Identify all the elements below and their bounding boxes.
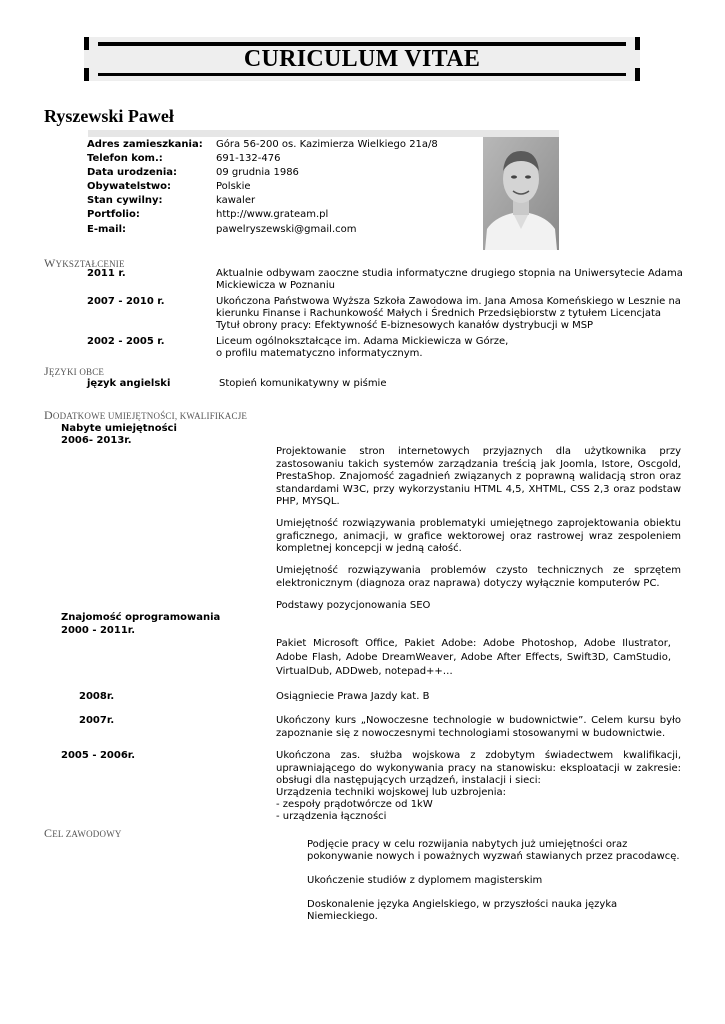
profile-photo <box>483 137 559 250</box>
skill-paragraph-web: Projektowanie stron internetowych przyjaznych dla użytkownika przy zastosowaniu takich systemów zarządzania treścią jak Joomla, Istore, Oscgold, PrestaShop. Znajomość zagadnień związanych z poprawną walidacją stron oraz standardami W3C, przy wykorzystaniu HTML 4,5, XHTML, CSS 2,3 oraz podstaw PHP, MYSQL. <box>276 446 681 507</box>
portfolio-value[interactable]: http://www.grateam.pl <box>216 209 329 220</box>
email-label: E-mail: <box>87 224 127 235</box>
career-goal-heading: CEL ZAWODOWY <box>44 826 122 840</box>
phone-value: 691-132-476 <box>216 153 281 164</box>
year-2008-date: 2008r. <box>79 691 115 702</box>
software-dates: 2000 - 2011r. <box>61 625 136 636</box>
address-value: Góra 56-200 os. Kazimierza Wielkiego 21a/8 <box>216 139 438 150</box>
year-2005-line3: - urządzenia łączności <box>276 811 387 822</box>
year-2005-date: 2005 - 2006r. <box>61 750 136 761</box>
software-list: Pakiet Microsoft Office, Pakiet Adobe: Adobe Photoshop, Adobe Ilustrator, Adobe Flash, Adobe DreamWeaver, Adobe After Effects, Swift3D, CamStudio, VirtualDub, ADDweb, notepad++… <box>276 638 671 677</box>
acquired-skills-label: Nabyte umiejętności <box>61 423 177 434</box>
edu-date-2002: 2002 - 2005 r. <box>87 336 165 347</box>
divider-bar <box>88 130 559 137</box>
skill-paragraph-hardware: Umiejętność rozwiązywania problemów czysto technicznych ze sprzętem elektronicznym (diagnoza oraz naprawa) dotyczy wyłącznie komputerów PC. <box>276 565 681 589</box>
birthdate-value: 09 grudnia 1986 <box>216 167 299 178</box>
year-2005-text: Ukończona zas. służba wojskowa z zdobytym świadectwem kwalifikacji, uprawniającego do wykonywania pracy na stanowisku: eksploatacji w zakresie: obsługi dla następujących urządzeń, instalacji i sieci: <box>276 750 681 786</box>
goal-p3-l2: Niemieckiego. <box>307 911 378 922</box>
edu-text-2007-l2: kierunku Finanse i Rachunkowość Małych i Średnich Przedsiębiorstw z tytułem Licencjata <box>216 308 662 319</box>
year-2005-line1: Urządzenia techniki wojskowej lub uzbrojenia: <box>276 787 507 798</box>
year-2007-text: Ukończony kurs „Nowoczesne technologie w budownictwie”. Celem kursu było zapoznanie się z nowoczesnymi technologiami stosowanymi w budownictwie. <box>276 715 681 739</box>
edu-date-2011: 2011 r. <box>87 268 126 279</box>
edu-text-2007-l3: Tytuł obrony pracy: Efektywność E-biznesowych kanałów dystrybucji w MSP <box>216 320 594 331</box>
citizenship-value: Polskie <box>216 181 251 192</box>
goal-p2: Ukończenie studiów z dyplomem magisterskim <box>307 875 543 886</box>
phone-label: Telefon kom.: <box>87 153 163 164</box>
address-label: Adres zamieszkania: <box>87 139 203 150</box>
software-label: Znajomość oprogramowania <box>61 612 221 623</box>
language-name: język angielski <box>87 378 171 389</box>
languages-heading: JĘZYKI OBCE <box>44 364 105 378</box>
edu-text-2002-l1: Liceum ogólnokształcące im. Adama Mickiewicza w Górze, <box>216 336 509 347</box>
title-banner <box>84 37 640 81</box>
goal-p1-l2: pokonywanie nowych i poważnych wyzwań stawianych przez pracodawcę. <box>307 851 680 862</box>
language-level: Stopień komunikatywny w piśmie <box>219 378 387 389</box>
skills-heading: DODATKOWE UMIEJĘTNOŚCI, KWALIFIKACJE <box>44 408 248 422</box>
portrait-image <box>483 137 559 250</box>
document-title: CURICULUM VITAE <box>243 46 481 72</box>
edu-text-2002-l2: o profilu matematyczno informatycznym. <box>216 348 423 359</box>
citizenship-label: Obywatelstwo: <box>87 181 171 192</box>
goal-p1-l1: Podjęcie pracy w celu rozwijania nabytych już umiejętności oraz <box>307 839 628 850</box>
goal-p3-l1: Doskonalenie języka Angielskiego, w przyszłości nauka języka <box>307 899 618 910</box>
year-2008-text: Osiągniecie Prawa Jazdy kat. B <box>276 691 430 702</box>
marital-status-value: kawaler <box>216 195 256 206</box>
person-name: Ryszewski Paweł <box>44 106 174 126</box>
birthdate-label: Data urodzenia: <box>87 167 178 178</box>
email-value[interactable]: pawelryszewski@gmail.com <box>216 224 357 235</box>
edu-text-2007-l1: Ukończona Państwowa Wyższa Szkoła Zawodowa im. Jana Amosa Komeńskiego w Lesznie na <box>216 296 681 307</box>
edu-date-2007: 2007 - 2010 r. <box>87 296 165 307</box>
edu-text-2011-l1: Aktualnie odbywam zaoczne studia informatyczne drugiego stopnia na Uniwersytecie Adama <box>216 268 683 279</box>
marital-status-label: Stan cywilny: <box>87 195 163 206</box>
edu-text-2011-l2: Mickiewicza w Poznaniu <box>216 280 335 291</box>
acquired-skills-dates: 2006- 2013r. <box>61 435 132 446</box>
skill-paragraph-graphics: Umiejętność rozwiązywania problematyki umiejętnego zaprojektowania obiektu graficznego, animacji, w grafice wektorowej oraz rastrowej wraz zespoleniem kompletnej koncepcji w jedną całość. <box>276 518 681 554</box>
year-2007-date: 2007r. <box>79 715 115 726</box>
year-2005-line2: - zespoły prądotwórcze od 1kW <box>276 799 433 810</box>
portfolio-label: Portfolio: <box>87 209 140 220</box>
education-heading: WYKSZTAŁCENIE <box>44 256 125 270</box>
skill-paragraph-seo: Podstawy pozycjonowania SEO <box>276 600 431 611</box>
